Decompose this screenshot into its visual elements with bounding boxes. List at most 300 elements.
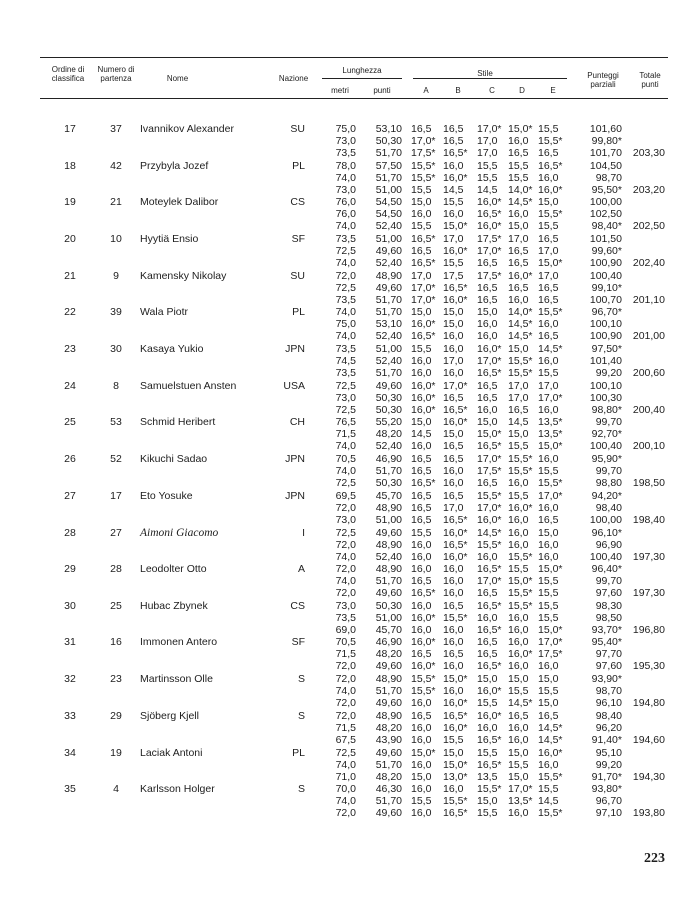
style-score-d: 16,5 (508, 710, 529, 722)
style-score-c: 16,0 (477, 404, 498, 416)
style-score-d: 16,0 (508, 734, 529, 746)
style-score-a: 16,0* (411, 318, 436, 330)
style-score-b: 16,0 (443, 330, 464, 342)
header-punteggi: Punteggi parziali (587, 71, 619, 89)
start-number: 42 (110, 160, 122, 172)
distance-points: 50,30 (375, 477, 402, 489)
style-score-e: 16,0 (538, 551, 559, 563)
partial-score: 99,60* (591, 245, 622, 257)
total-points: 202,40 (632, 257, 665, 269)
style-score-e: 15,0* (538, 257, 563, 269)
style-score-c: 15,5* (477, 490, 502, 502)
style-score-b: 17,0 (443, 233, 464, 245)
total-points: 194,80 (632, 697, 665, 709)
style-score-a: 14,5 (411, 428, 432, 440)
style-score-e: 17,0* (538, 636, 563, 648)
style-score-b: 16,5 (443, 135, 464, 147)
style-score-e: 16,0* (538, 184, 563, 196)
style-score-d: 16,0 (508, 807, 529, 819)
distance-points: 54,50 (375, 208, 402, 220)
style-score-b: 16,0 (443, 636, 464, 648)
distance-points: 51,70 (375, 294, 402, 306)
style-score-e: 15,0* (538, 440, 563, 452)
style-score-d: 15,5 (508, 490, 529, 502)
style-score-a: 17,0 (411, 270, 432, 282)
style-score-a: 16,5* (411, 257, 436, 269)
style-score-e: 14,5* (538, 343, 563, 355)
style-score-b: 16,5 (443, 453, 464, 465)
athlete-name: Wala Piotr (140, 306, 189, 318)
partial-score: 100,90 (589, 330, 622, 342)
total-points: 195,30 (632, 660, 665, 672)
distance-meters: 72,0 (335, 710, 356, 722)
style-score-c: 14,5* (477, 527, 502, 539)
style-score-e: 13,5* (538, 416, 563, 428)
partial-score: 100,10 (589, 380, 622, 392)
style-score-e: 16,0 (538, 539, 559, 551)
partial-score: 99,80* (591, 135, 622, 147)
style-score-a: 17,0* (411, 282, 436, 294)
style-score-b: 15,5* (443, 795, 468, 807)
style-score-b: 16,0 (443, 208, 464, 220)
partial-score: 96,70* (591, 306, 622, 318)
partial-score: 98,40 (595, 710, 622, 722)
style-score-d: 14,5* (508, 330, 533, 342)
style-score-e: 15,5* (538, 807, 563, 819)
distance-points: 52,40 (375, 220, 402, 232)
athlete-name: Aimoni Giacomo (140, 527, 219, 539)
start-number: 37 (110, 123, 122, 135)
start-number: 29 (110, 710, 122, 722)
style-score-e: 15,0 (538, 673, 559, 685)
distance-points: 48,90 (375, 539, 402, 551)
distance-points: 49,60 (375, 747, 402, 759)
style-score-d: 16,5 (508, 404, 529, 416)
style-score-b: 16,0 (443, 465, 464, 477)
header-nazione: Nazione (278, 74, 309, 83)
distance-meters: 74,0 (335, 795, 356, 807)
nation: JPN (285, 343, 305, 355)
total-points: 193,80 (632, 807, 665, 819)
style-score-e: 15,5* (538, 771, 563, 783)
style-score-e: 17,0 (538, 380, 559, 392)
partial-score: 101,60 (589, 123, 622, 135)
partial-score: 99,10* (591, 282, 622, 294)
partial-score: 98,50 (595, 612, 622, 624)
style-score-b: 16,0 (443, 563, 464, 575)
style-score-a: 16,0* (411, 392, 436, 404)
style-score-a: 16,0* (411, 660, 436, 672)
nation: SF (291, 636, 305, 648)
style-score-d: 15,0* (508, 123, 533, 135)
style-score-e: 17,5* (538, 648, 563, 660)
total-points: 203,20 (632, 184, 665, 196)
distance-points: 51,70 (375, 367, 402, 379)
style-score-e: 15,5 (538, 123, 559, 135)
style-score-d: 15,5* (508, 551, 533, 563)
style-score-c: 16,5 (477, 392, 498, 404)
partial-score: 99,70 (595, 575, 622, 587)
partial-score: 91,70* (591, 771, 622, 783)
distance-points: 49,60 (375, 527, 402, 539)
start-number: 28 (110, 563, 122, 575)
style-score-b: 16,0 (443, 624, 464, 636)
partial-score: 100,00 (589, 196, 622, 208)
style-score-b: 16,0* (443, 245, 468, 257)
rank: 29 (64, 563, 76, 575)
partial-score: 98,40 (595, 502, 622, 514)
style-score-e: 15,0 (538, 697, 559, 709)
rank: 28 (64, 527, 76, 539)
distance-points: 51,70 (375, 575, 402, 587)
distance-meters: 74,0 (335, 440, 356, 452)
rank: 32 (64, 673, 76, 685)
header-lunghezza: Lunghezza (342, 66, 382, 75)
distance-points: 49,60 (375, 807, 402, 819)
style-score-a: 15,0* (411, 747, 436, 759)
header-e: E (550, 86, 556, 95)
style-score-d: 16,0* (508, 502, 533, 514)
distance-meters: 72,5 (335, 380, 356, 392)
style-score-c: 16,0 (477, 551, 498, 563)
distance-meters: 73,5 (335, 367, 356, 379)
partial-score: 95,50* (591, 184, 622, 196)
style-score-b: 17,5 (443, 270, 464, 282)
style-score-b: 16,5 (443, 490, 464, 502)
style-score-c: 15,5 (477, 160, 498, 172)
rank: 26 (64, 453, 76, 465)
total-points: 198,40 (632, 514, 665, 526)
style-score-d: 15,5* (508, 367, 533, 379)
distance-points: 54,50 (375, 196, 402, 208)
style-score-d: 16,5 (508, 147, 529, 159)
athlete-name: Kamensky Nikolay (140, 270, 227, 282)
start-number: 10 (110, 233, 122, 245)
style-score-b: 16,5 (443, 600, 464, 612)
style-score-d: 16,0* (508, 270, 533, 282)
style-score-b: 15,0* (443, 220, 468, 232)
header-metri: metri (331, 86, 349, 95)
style-score-a: 15,5 (411, 795, 432, 807)
style-score-a: 16,0 (411, 440, 432, 452)
style-score-e: 16,5* (538, 160, 563, 172)
style-score-d: 16,5 (508, 245, 529, 257)
style-score-a: 15,5* (411, 685, 436, 697)
distance-meters: 73,5 (335, 343, 356, 355)
start-number: 19 (110, 747, 122, 759)
style-score-c: 16,0 (477, 318, 498, 330)
style-score-e: 14,5* (538, 734, 563, 746)
distance-meters: 74,0 (335, 220, 356, 232)
distance-meters: 70,5 (335, 636, 356, 648)
style-score-c: 15,0* (477, 428, 502, 440)
style-score-e: 14,5* (538, 722, 563, 734)
partial-score: 100,90 (589, 257, 622, 269)
style-score-a: 16,0 (411, 807, 432, 819)
top-rule (40, 57, 668, 58)
distance-meters: 72,5 (335, 527, 356, 539)
style-score-e: 16,5 (538, 710, 559, 722)
style-score-d: 14,0* (508, 184, 533, 196)
style-score-c: 17,0* (477, 355, 502, 367)
distance-points: 53,10 (375, 123, 402, 135)
distance-meters: 73,5 (335, 233, 356, 245)
partial-score: 100,40 (589, 551, 622, 563)
distance-points: 51,70 (375, 759, 402, 771)
style-score-c: 16,5* (477, 367, 502, 379)
style-score-d: 15,5 (508, 440, 529, 452)
style-score-b: 16,0 (443, 783, 464, 795)
style-score-b: 15,0 (443, 318, 464, 330)
distance-meters: 72,5 (335, 404, 356, 416)
style-score-a: 15,0 (411, 306, 432, 318)
style-score-b: 15,5 (443, 257, 464, 269)
style-score-c: 16,5 (477, 477, 498, 489)
style-score-e: 16,0 (538, 759, 559, 771)
style-score-b: 17,0 (443, 355, 464, 367)
total-points: 198,50 (632, 477, 665, 489)
style-score-a: 16,0* (411, 380, 436, 392)
style-score-d: 15,5 (508, 563, 529, 575)
style-score-a: 16,5 (411, 514, 432, 526)
rank: 27 (64, 490, 76, 502)
style-score-c: 16,5 (477, 294, 498, 306)
style-score-e: 17,0 (538, 270, 559, 282)
style-score-a: 16,5* (411, 330, 436, 342)
athlete-name: Samuelstuen Ansten (140, 380, 237, 392)
rank: 20 (64, 233, 76, 245)
rank: 30 (64, 600, 76, 612)
total-points: 200,40 (632, 404, 665, 416)
start-number: 16 (110, 636, 122, 648)
distance-points: 51,00 (375, 612, 402, 624)
style-score-b: 16,5* (443, 710, 468, 722)
start-number: 52 (110, 453, 122, 465)
style-score-a: 16,0 (411, 355, 432, 367)
distance-meters: 72,0 (335, 673, 356, 685)
distance-meters: 70,5 (335, 453, 356, 465)
athlete-name: Sjöberg Kjell (140, 710, 199, 722)
style-score-a: 16,0 (411, 551, 432, 563)
style-score-b: 15,5 (443, 734, 464, 746)
style-score-a: 16,0 (411, 734, 432, 746)
partial-score: 96,10* (591, 527, 622, 539)
style-score-b: 16,0 (443, 343, 464, 355)
style-score-e: 16,0 (538, 355, 559, 367)
distance-meters: 71,0 (335, 771, 356, 783)
style-score-e: 16,5 (538, 294, 559, 306)
distance-points: 48,90 (375, 502, 402, 514)
style-score-c: 15,5 (477, 747, 498, 759)
style-score-d: 16,0* (508, 648, 533, 660)
partial-score: 95,40* (591, 636, 622, 648)
total-points: 194,30 (632, 771, 665, 783)
style-score-e: 16,0* (538, 747, 563, 759)
nation: PL (292, 306, 305, 318)
style-score-c: 17,0 (477, 147, 498, 159)
distance-meters: 74,0 (335, 685, 356, 697)
total-points: 197,30 (632, 587, 665, 599)
style-score-b: 16,5 (443, 123, 464, 135)
distance-points: 48,20 (375, 771, 402, 783)
style-score-d: 15,0 (508, 747, 529, 759)
style-score-b: 16,5 (443, 648, 464, 660)
nation: A (297, 563, 305, 575)
rank: 35 (64, 783, 76, 795)
style-score-a: 16,5 (411, 575, 432, 587)
style-score-d: 15,5* (508, 355, 533, 367)
style-score-e: 16,5 (538, 282, 559, 294)
style-score-c: 16,5 (477, 257, 498, 269)
style-score-e: 15,5 (538, 600, 559, 612)
style-score-d: 15,5* (508, 587, 533, 599)
distance-meters: 72,0 (335, 502, 356, 514)
distance-meters: 72,0 (335, 270, 356, 282)
distance-points: 49,60 (375, 245, 402, 257)
nation: JPN (285, 453, 305, 465)
distance-meters: 73,0 (335, 184, 356, 196)
style-score-d: 16,5 (508, 282, 529, 294)
distance-meters: 71,5 (335, 722, 356, 734)
rank: 21 (64, 270, 76, 282)
distance-points: 51,00 (375, 514, 402, 526)
partial-score: 101,40 (589, 355, 622, 367)
style-score-e: 15,5* (538, 135, 563, 147)
distance-points: 49,60 (375, 282, 402, 294)
style-score-a: 15,0 (411, 416, 432, 428)
style-score-a: 15,5 (411, 343, 432, 355)
style-score-c: 17,0 (477, 135, 498, 147)
nation: SU (290, 123, 305, 135)
nation: S (297, 710, 305, 722)
distance-meters: 72,5 (335, 245, 356, 257)
distance-meters: 73,0 (335, 392, 356, 404)
style-score-e: 13,5* (538, 428, 563, 440)
partial-score: 98,80 (595, 477, 622, 489)
style-score-a: 16,5 (411, 502, 432, 514)
style-score-a: 16,5 (411, 648, 432, 660)
style-score-a: 16,0 (411, 722, 432, 734)
distance-points: 48,20 (375, 648, 402, 660)
style-score-e: 15,5 (538, 685, 559, 697)
distance-meters: 74,5 (335, 355, 356, 367)
athlete-name: Hubac Zbynek (140, 600, 208, 612)
partial-score: 98,70 (595, 172, 622, 184)
rank: 23 (64, 343, 76, 355)
style-score-a: 16,0 (411, 759, 432, 771)
style-score-d: 15,5 (508, 172, 529, 184)
distance-meters: 74,0 (335, 306, 356, 318)
style-score-d: 16,0 (508, 624, 529, 636)
style-score-a: 16,0 (411, 600, 432, 612)
distance-meters: 75,0 (335, 318, 356, 330)
athlete-name: Laciak Antoni (140, 747, 203, 759)
start-number: 30 (110, 343, 122, 355)
style-score-a: 16,5 (411, 490, 432, 502)
style-score-d: 16,0 (508, 722, 529, 734)
style-score-b: 15,5 (443, 196, 464, 208)
style-score-d: 15,0* (508, 575, 533, 587)
style-score-e: 16,5 (538, 147, 559, 159)
style-score-a: 15,5 (411, 220, 432, 232)
style-score-d: 15,5 (508, 759, 529, 771)
style-score-c: 13,5 (477, 771, 498, 783)
distance-points: 50,30 (375, 404, 402, 416)
style-score-b: 16,0* (443, 551, 468, 563)
style-score-e: 16,0 (538, 318, 559, 330)
start-number: 27 (110, 527, 122, 539)
style-score-a: 16,0 (411, 624, 432, 636)
style-score-a: 17,0* (411, 135, 436, 147)
style-score-c: 16,5* (477, 624, 502, 636)
header-punti: punti (373, 86, 391, 95)
partial-score: 91,40* (591, 734, 622, 746)
style-score-a: 16,0 (411, 539, 432, 551)
style-score-e: 15,5* (538, 208, 563, 220)
total-points: 203,30 (632, 147, 665, 159)
start-number: 25 (110, 600, 122, 612)
distance-meters: 71,5 (335, 648, 356, 660)
partial-score: 97,10 (595, 807, 622, 819)
style-score-a: 15,0 (411, 771, 432, 783)
style-score-b: 15,0 (443, 306, 464, 318)
style-score-c: 17,0* (477, 575, 502, 587)
distance-points: 46,90 (375, 636, 402, 648)
style-score-a: 16,5* (411, 587, 436, 599)
style-score-d: 13,5* (508, 795, 533, 807)
style-score-d: 16,0 (508, 208, 529, 220)
header-stile: Stile (477, 69, 493, 78)
distance-meters: 74,0 (335, 551, 356, 563)
style-score-c: 15,5 (477, 172, 498, 184)
style-score-e: 16,0 (538, 404, 559, 416)
style-score-e: 16,0 (538, 660, 559, 672)
distance-points: 49,60 (375, 660, 402, 672)
style-score-c: 17,5* (477, 233, 502, 245)
distance-points: 48,90 (375, 710, 402, 722)
style-score-b: 17,0* (443, 380, 468, 392)
style-score-b: 16,0 (443, 477, 464, 489)
style-score-d: 16,0 (508, 514, 529, 526)
partial-score: 92,70* (591, 428, 622, 440)
partial-score: 101,70 (589, 147, 622, 159)
nation: CS (290, 196, 305, 208)
partial-score: 100,10 (589, 318, 622, 330)
partial-score: 97,70 (595, 648, 622, 660)
nation: I (302, 527, 305, 539)
start-number: 9 (113, 270, 119, 282)
style-score-c: 16,0 (477, 330, 498, 342)
style-score-b: 13,0* (443, 771, 468, 783)
distance-meters: 74,0 (335, 575, 356, 587)
style-score-d: 15,5* (508, 453, 533, 465)
start-number: 8 (113, 380, 119, 392)
style-score-d: 14,5* (508, 697, 533, 709)
style-score-b: 16,0 (443, 160, 464, 172)
distance-points: 50,30 (375, 600, 402, 612)
style-score-d: 15,5 (508, 685, 529, 697)
rank: 25 (64, 416, 76, 428)
partial-score: 96,10 (595, 697, 622, 709)
total-points: 201,10 (632, 294, 665, 306)
style-score-a: 16,0* (411, 612, 436, 624)
style-score-a: 16,0 (411, 367, 432, 379)
distance-meters: 73,0 (335, 600, 356, 612)
style-score-e: 17,0 (538, 245, 559, 257)
style-score-d: 15,5* (508, 600, 533, 612)
distance-points: 51,70 (375, 147, 402, 159)
style-score-c: 16,0 (477, 612, 498, 624)
